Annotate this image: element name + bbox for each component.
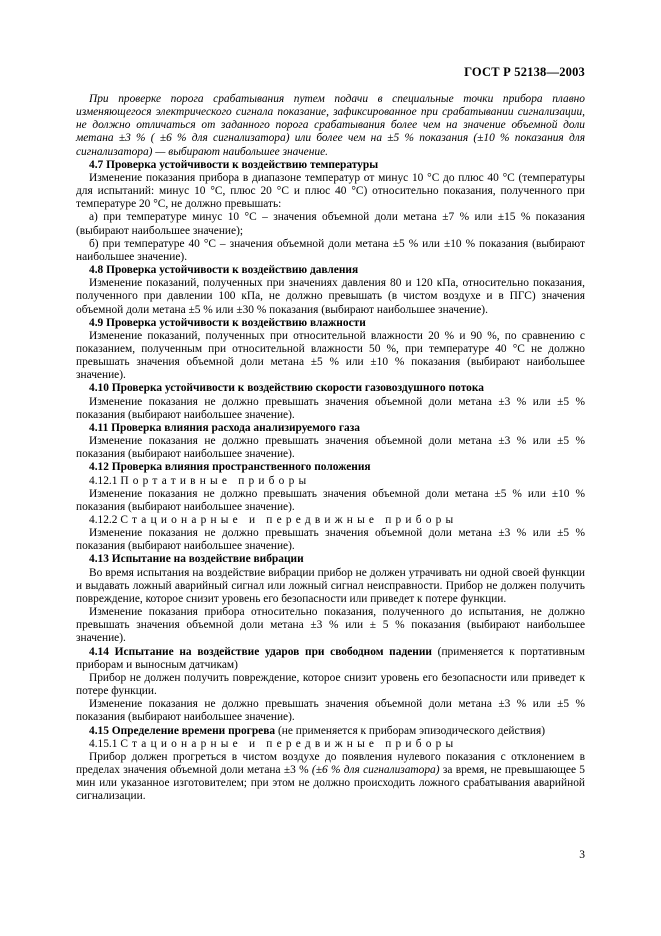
section-heading-4-9: 4.9 Проверка устойчивости к воздействию влажности — [89, 316, 366, 329]
paragraph: Прибор не должен получить повреждение, которое снизит уровень его безопасности или приведет к потере функции. — [76, 671, 585, 698]
section-heading-4-13: 4.13 Испытание на воздействие вибрации — [89, 553, 304, 566]
section-heading-4-12: 4.12 Проверка влияния пространственного положения — [89, 461, 371, 474]
paragraph-threshold-check: При проверке порога срабатывания путем подачи в специальные точки прибора плавно изменяющегося электрического сигнала показание, зафиксированное при срабатывании сигнализации, не должно отличаться от заданного порога срабатывания более чем на значение объемной доли метана ±3 % ( ±6 % для сигнализатора) или более чем на ±5 % показания (±10 % показания для сигнализатора) — выбирают наибольшее значение. — [76, 93, 585, 158]
paragraph: Изменение показания не должно превышать значения объемной доли метана ±3 % или ±5 % показания (выбирают наибольшее значение). — [76, 435, 585, 461]
paragraph: Изменение показания не должно превышать значения объемной доли метана ±5 % или ±10 % показания (выбирают наибольшее значение). — [76, 487, 585, 513]
section-heading-4-10: 4.10 Проверка устойчивости к воздействию скорости газовоздушного потока — [89, 382, 484, 395]
section-heading-4-11: 4.11 Проверка влияния расхода анализируемого газа — [89, 421, 360, 434]
subsection-heading-4-15-1: 4.15.1 Стационарные и передвижные приборы — [89, 737, 458, 750]
document-body — [76, 93, 585, 803]
subsection-heading-4-12-1: 4.12.1 Портативные приборы — [89, 474, 311, 487]
page-number: 3 — [579, 849, 585, 861]
paragraph: Изменение показания не должно превышать значения объемной доли метана ±3 % или ±5 % показания (выбирают наибольшее значение). — [76, 698, 585, 724]
section-heading-4-8: 4.8 Проверка устойчивости к воздействию давления — [89, 264, 359, 277]
section-heading-4-14: 4.14 Испытание на воздействие ударов при свободном падении (применяется к портативным приборам и выносным датчикам) — [76, 645, 585, 671]
paragraph: Изменение показания не должно превышать значения объемной доли метана ±3 % или ±5 % показания (выбирают наибольшее значение). — [76, 527, 585, 553]
list-item: б) при температуре 40 °С – значения объемной доли метана ±5 % или ±10 % показания (выбирают наибольшее значение). — [76, 237, 585, 263]
section-heading-4-15: 4.15 Определение времени прогрева (не применяется к приборам эпизодического действия) — [89, 724, 546, 737]
paragraph: Изменение показания не должно превышать значения объемной доли метана ±3 % или ±5 % показания (выбирают наибольшее значение). — [76, 395, 585, 421]
paragraph: Изменение показания прибора в диапазоне температур от минус 10 °С до плюс 40 °С (температуры для испытаний: минус 10 °С, плюс 20 °С и плюс 40 °С) относительно показания, полученного при температуре 20 °С, не должно превышать: — [76, 171, 585, 211]
paragraph: Во время испытания на воздействие вибрации прибор не должен утрачивать ни одной своей функции и выдавать ложный аварийный сигнал или ложный сигнал неисправности. Прибор не должен получить повреждение, которое снизит уровень его безопасности или приведет к потере функции. — [76, 566, 585, 605]
document-code: ГОСТ Р 52138—2003 — [464, 65, 585, 79]
section-heading-4-7: 4.7 Проверка устойчивости к воздействию температуры — [89, 158, 379, 171]
paragraph: Изменение показания прибора относительно показания, полученного до испытания, не должно превышать значения объемной доли метана ±3 % или ± 5 % показания (выбирают наибольшее значение). — [76, 606, 585, 645]
paragraph: Изменение показаний, полученных при значениях давления 80 и 120 кПа, относительно показания, полученного при давлении 100 кПа, не должно превышать (в чистом воздухе и в ПГС) значения объемной доли метана ±5 % или ±30 % показания (выбирают наибольшее значение). — [76, 277, 585, 316]
list-item: а) при температуре минус 10 °С – значения объемной доли метана ±7 % или ±15 % показания (выбирают наибольшее значение); — [76, 211, 585, 237]
paragraph: Прибор должен прогреться в чистом воздухе до появления нулевого показания с отклонением в пределах значения объемной доли метана ±3 % (±6 % для сигнализатора) за время, не превышающее 5 мин или указанное изготовителем; при этом не должно происходить ложного срабатывания аварийной сигнализации. — [76, 750, 585, 803]
paragraph: Изменение показаний, полученных при относительной влажности 20 % и 90 %, по сравнению с показанием, полученным при относительной влажности 50 %, при температуре 40 °С не должно превышать значения объемной доли метана ±5 % или ±10 % показания (выбирают наибольшее значение). — [76, 329, 585, 382]
subsection-heading-4-12-2: 4.12.2 Стационарные и передвижные приборы — [89, 514, 458, 526]
